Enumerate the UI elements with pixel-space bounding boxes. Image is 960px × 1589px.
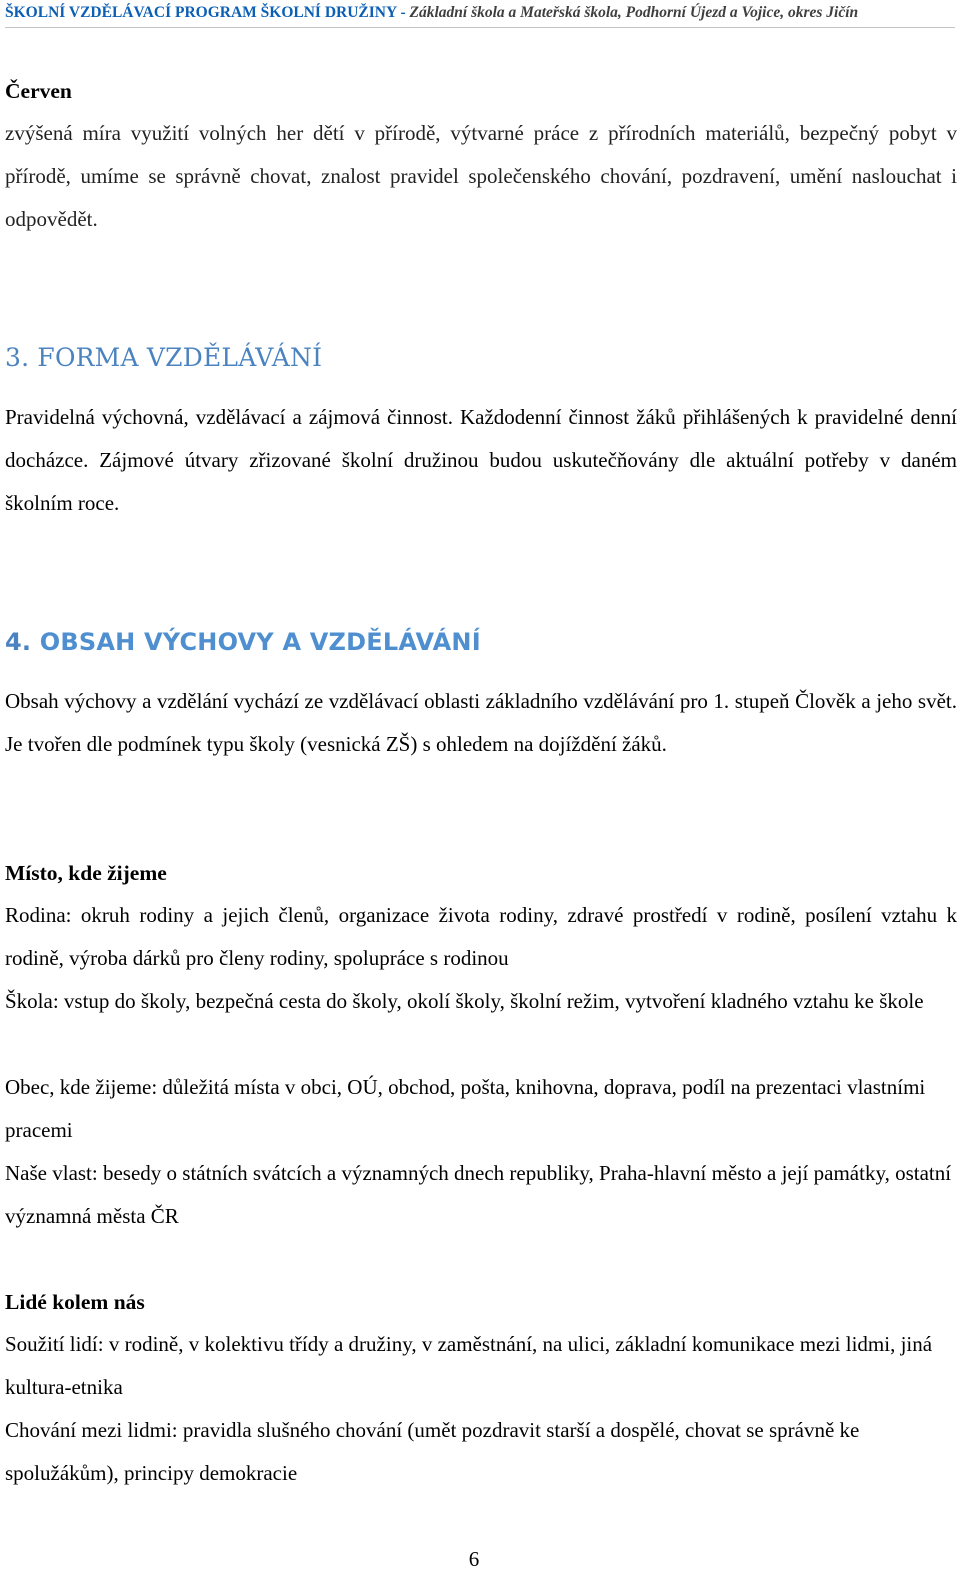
section-4-title: OBSAH VÝCHOVY A VZDĚLÁVÁNÍ	[39, 628, 481, 656]
lide-item-chovani: Chování mezi lidmi: pravidla slušného chování (umět pozdravit starší a dospělé, chovat se správně ke spolužákům), principy demokracie	[5, 1418, 860, 1485]
lide-heading: Lidé kolem nás	[5, 1290, 145, 1314]
section-3-title: FORMA VZDĚLÁVÁNÍ	[37, 343, 323, 372]
header-program: ŠKOLNÍ VZDĚLÁVACÍ PROGRAM ŠKOLNÍ DRUŽINY -	[5, 4, 410, 21]
section-4-heading	[5, 626, 957, 658]
cerven-heading: Červen	[5, 79, 72, 103]
section-4-number: 4.	[5, 628, 32, 656]
lide-item-souziti: Soužití lidí: v rodině, v kolektivu třídy a družiny, v zaměstnání, na ulici, základní komunikace mezi lidmi, jiná kultura-etnika	[5, 1332, 933, 1399]
section-3-number: 3.	[5, 343, 30, 372]
misto-item-obec: Obec, kde žijeme: důležitá místa v obci, OÚ, obchod, pošta, knihovna, doprava, podíl na prezentaci vlastními pracemi	[5, 1075, 926, 1142]
misto-item-vlast: Naše vlast: besedy o státních svátcích a významných dnech republiky, Praha-hlavní město a její památky, ostatní významná města ČR	[5, 1161, 952, 1228]
running-header	[5, 3, 955, 23]
header-divider	[5, 27, 955, 28]
misto-item-rodina: Rodina: okruh rodiny a jejich členů, organizace života rodiny, zdravé prostředí v rodině, posílení vztahu k rodině, výroba dárků pro členy rodiny, spolupráce s rodinou	[5, 903, 957, 970]
header-school: Základní škola a Mateřská škola, Podhorní Újezd a Vojice, okres Jičín	[409, 4, 859, 21]
section-3-paragraph: Pravidelná výchovná, vzdělávací a zájmová činnost. Každodenní činnost žáků přihlášených k pravidelné denní docházce. Zájmové útvary zřizované školní družinou budou uskutečňovány dle aktuální potřeby v daném školním roce.	[5, 405, 957, 515]
page-number: 6	[468, 1547, 480, 1571]
section-4-paragraph: Obsah výchovy a vzdělání vychází ze vzdělávací oblasti základního vzdělávání pro 1. stupeň Člověk a jeho svět. Je tvořen dle podmínek typu školy (vesnická ZŠ) s ohledem na dojíždění žáků.	[5, 689, 957, 756]
misto-item-skola: Škola: vstup do školy, bezpečná cesta do školy, okolí školy, školní režim, vytvoření kladného vztahu ke škole	[5, 989, 924, 1013]
cerven-paragraph: zvýšená míra využití volných her dětí v přírodě, výtvarné práce z přírodních materiálů, bezpečný pobyt v přírodě, umíme se správně chovat, znalost pravidel společenského chování, pozdravení, umění naslouchat i odpovědět.	[5, 121, 957, 231]
misto-heading: Místo, kde žijeme	[5, 861, 167, 885]
section-3-heading	[5, 342, 957, 374]
